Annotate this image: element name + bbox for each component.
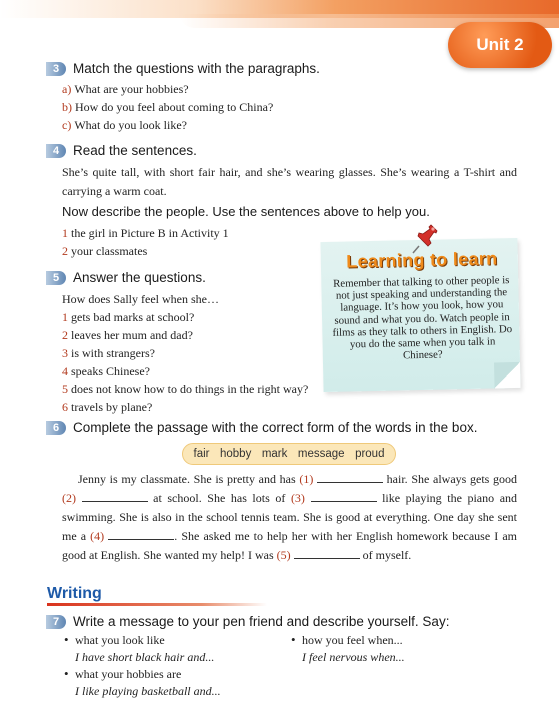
blank-number: (4): [90, 529, 105, 543]
learning-tip-card: [320, 238, 520, 392]
blank-number: (3): [290, 491, 305, 505]
exercise-4-subinstruction: Now describe the people. Use the sentences above to help you.: [62, 204, 430, 219]
exercise-5-heading: [46, 270, 206, 285]
list-item: b) How do you feel about coming to China?: [62, 100, 274, 114]
list-item: a) What are your hobbies?: [62, 82, 189, 96]
prompt-bullet: • what your hobbies are: [75, 667, 181, 681]
list-item: 2 your classmates: [62, 244, 148, 258]
word-item: fair: [193, 448, 210, 460]
unit-badge-label: Unit 2: [476, 35, 524, 54]
blank-number: (2): [62, 491, 76, 505]
list-item: 2 leaves her mum and dad?: [62, 328, 193, 342]
blank-4[interactable]: [108, 529, 174, 540]
prompt-example: I like playing basketball and...: [75, 684, 221, 698]
blank-number: (5): [276, 548, 291, 562]
word-item: proud: [355, 448, 385, 460]
writing-section-title: Writing: [47, 585, 102, 602]
exercise-instruction: Match the questions with the paragraphs.: [73, 61, 320, 76]
word-item: mark: [261, 448, 288, 460]
list-item: 3 is with strangers?: [62, 346, 155, 360]
exercise-number: 7: [46, 615, 66, 629]
word-box: [182, 443, 396, 465]
exercise-6-passage: Jenny is my classmate. She is pretty and has (1) hair. She always gets good (2) at school. She has lots of (3) like playing the piano and swimming. She is also in the school tennis team. She is good at everything. One day she sent me a (4) . She asked me to help her with her English homework because I am good at English. She wanted my help! I was (5) of myself.: [62, 472, 518, 562]
list-item: 1 gets bad marks at school?: [62, 310, 195, 324]
blank-5[interactable]: [294, 548, 360, 559]
learning-tip-text: Remember that talking to other people is not just speaking and understanding the language. It’s how you look, how you sound and what you do. Watch people in films as they talk to others in English. Do you do the same when you talk in Chinese?: [332, 274, 513, 362]
exercise-instruction: Read the sentences.: [73, 143, 197, 158]
blank-1[interactable]: [317, 472, 383, 483]
list-item: 4 speaks Chinese?: [62, 364, 150, 378]
list-item: 5 does not know how to do things in the right way?: [62, 382, 309, 396]
exercise-6-heading: [46, 420, 477, 435]
pushpin-icon: [410, 224, 440, 254]
section-divider: [47, 603, 267, 606]
exercise-number: 4: [46, 144, 66, 158]
exercise-instruction: Answer the questions.: [73, 270, 206, 285]
prompt-bullet: • what you look like: [75, 633, 165, 647]
learning-tip-title: Learning to learn: [346, 248, 498, 272]
exercise-7-heading: [46, 614, 449, 629]
exercise-instruction: Write a message to your pen friend and describe yourself. Say:: [73, 614, 450, 629]
blank-2[interactable]: [82, 491, 148, 502]
prompt-bullet: • how you feel when...: [302, 633, 403, 647]
exercise-number: 5: [46, 271, 66, 285]
exercise-instruction: Complete the passage with the correct form of the words in the box.: [73, 420, 478, 435]
list-item: 6 travels by plane?: [62, 400, 153, 414]
exercise-4-sentences: She’s quite tall, with short fair hair, and she’s wearing glasses. She’s wearing a T-shirt and carrying a warm coat.: [62, 165, 517, 198]
prompt-example: I have short black hair and...: [75, 650, 215, 664]
exercise-4-heading: [46, 143, 197, 158]
list-item: 1 the girl in Picture B in Activity 1: [62, 226, 229, 240]
exercise-number: 3: [46, 62, 66, 76]
blank-number: (1): [299, 472, 314, 486]
exercise-5-lead: How does Sally feel when she…: [62, 292, 219, 306]
unit-badge: [448, 22, 552, 68]
blank-3[interactable]: [311, 491, 377, 502]
exercise-number: 6: [46, 421, 66, 435]
prompt-example: I feel nervous when...: [302, 650, 405, 664]
exercise-3-heading: [46, 61, 320, 76]
word-item: message: [297, 448, 345, 460]
list-item: c) What do you look like?: [62, 118, 187, 132]
word-item: hobby: [219, 448, 252, 460]
page-curl: [494, 362, 521, 389]
